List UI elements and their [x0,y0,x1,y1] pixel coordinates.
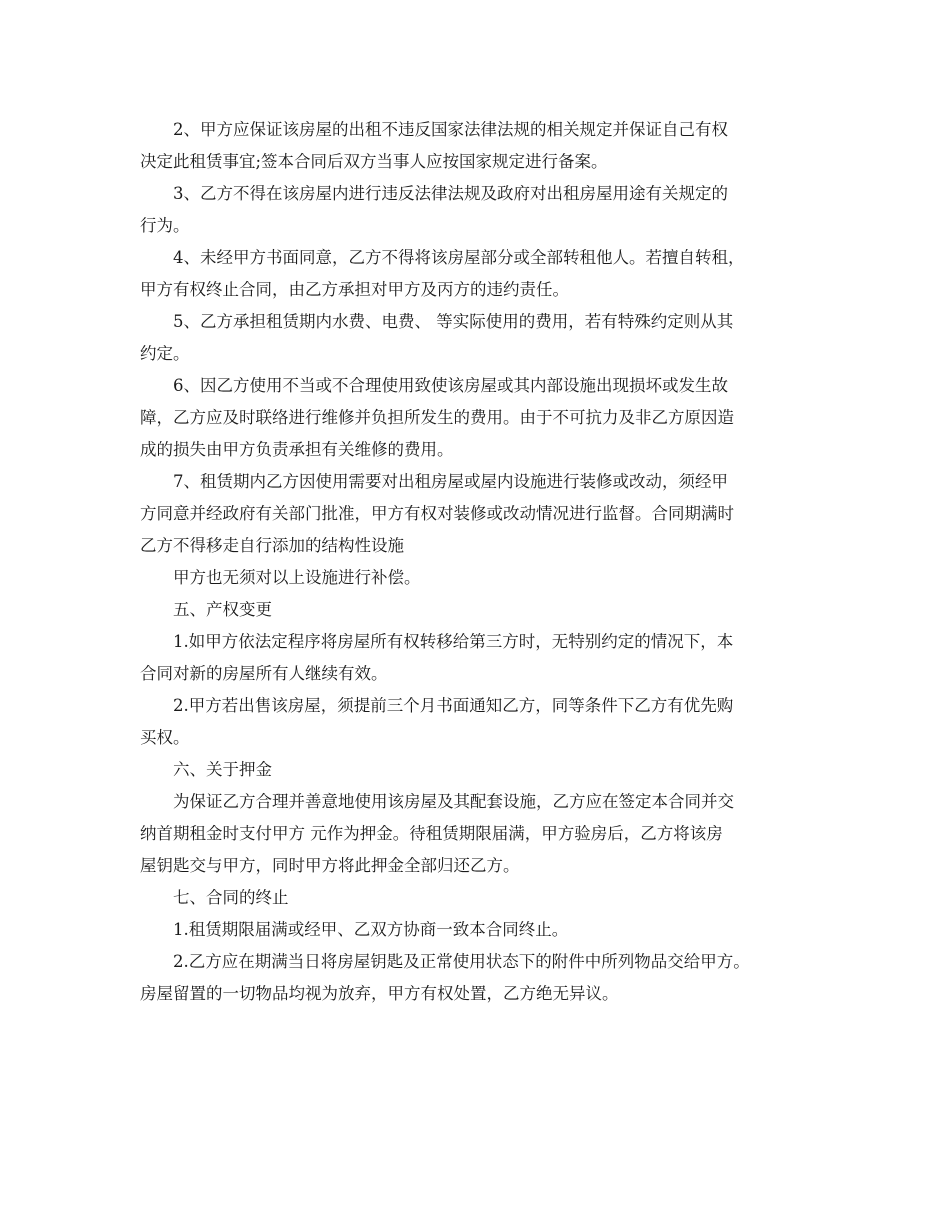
text-line: 1.租赁期限届满或经甲、乙双方协商一致本合同终止。 [173,920,569,939]
text-line: 4、未经甲方书面同意，乙方不得将该房屋部分或全部转租他人。若擅自转租， [173,248,745,267]
text-line: 为保证乙方合理并善意地使用该房屋及其配套设施，乙方应在签定本合同并交 [173,792,734,811]
text-line: 5、乙方承担租赁期内水费、电费、 等实际使用的费用，若有特殊约定则从其 [173,312,734,331]
text-line: 纳首期租金时支付甲方 元作为押金。待租赁期限届满，甲方验房后，乙方将该房 [140,824,723,843]
text-line: 6、因乙方使用不当或不合理使用致使该房屋或其内部设施出现损坏或发生故 [173,376,728,395]
text-line: 1.如甲方依法定程序将房屋所有权转移给第三方时，无特别约定的情况下，本 [173,632,734,651]
text-line: 买权。 [140,728,190,747]
text-line: 障，乙方应及时联络进行维修并负担所发生的费用。由于不可抗力及非乙方原因造 [140,408,734,427]
text-line: 甲方有权终止合同，由乙方承担对甲方及丙方的违约责任。 [140,280,569,299]
text-line: 甲方也无须对以上设施进行补偿。 [173,568,421,587]
text-line: 房屋留置的一切物品均视为放弃，甲方有权处置，乙方绝无异议。 [140,984,619,1003]
text-line: 2.乙方应在期满当日将房屋钥匙及正常使用状态下的附件中所列物品交给甲方。 [173,952,750,971]
document-page [140,114,830,1010]
text-line: 六、关于押金 [173,760,272,779]
text-line: 合同对新的房屋所有人继续有效。 [140,664,388,683]
text-line: 乙方不得移走自行添加的结构性设施 [140,536,404,555]
text-line: 决定此租赁事宜;签本合同后双方当事人应按国家规定进行备案。 [140,152,608,171]
text-line: 五、产权变更 [173,600,272,619]
text-line: 7、租赁期内乙方因使用需要对出租房屋或屋内设施进行装修或改动，须经甲 [173,472,728,491]
text-line: 约定。 [140,344,190,363]
text-line: 2.甲方若出售该房屋，须提前三个月书面通知乙方，同等条件下乙方有优先购 [173,696,734,715]
text-line: 行为。 [140,216,190,235]
text-line: 方同意并经政府有关部门批准，甲方有权对装修或改动情况进行监督。合同期满时 [140,504,734,523]
text-line: 2、甲方应保证该房屋的出租不违反国家法律法规的相关规定并保证自己有权 [173,120,728,139]
text-line: 成的损失由甲方负责承担有关维修的费用。 [140,440,454,459]
text-line: 3、乙方不得在该房屋内进行违反法律法规及政府对出租房屋用途有关规定的 [173,184,728,203]
text-line: 屋钥匙交与甲方，同时甲方将此押金全部归还乙方。 [140,856,520,875]
text-line: 七、合同的终止 [173,888,289,907]
